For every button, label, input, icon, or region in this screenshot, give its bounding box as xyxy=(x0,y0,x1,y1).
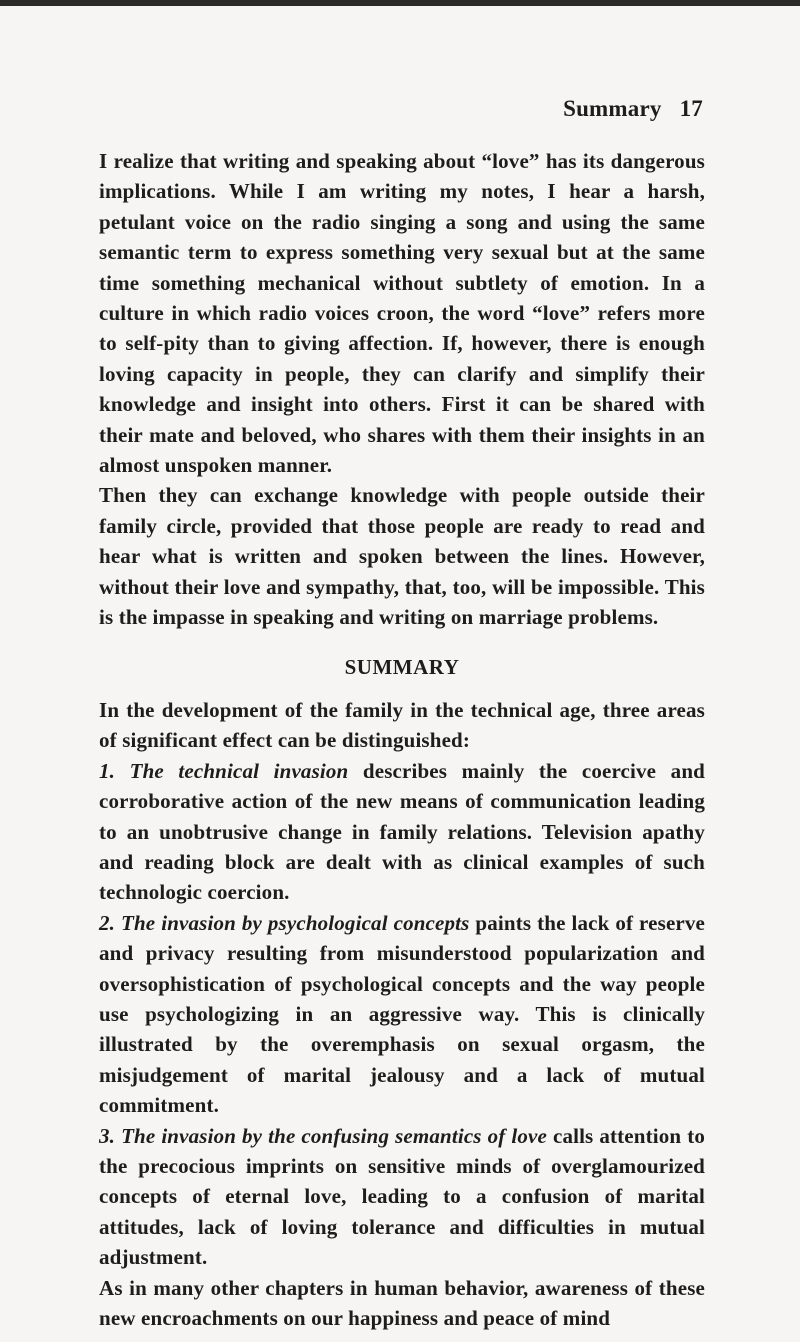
summary-item-1 xyxy=(99,756,705,908)
section-heading-summary: SUMMARY xyxy=(344,654,460,679)
summary-item-3 xyxy=(99,1121,705,1273)
summary-item-1-number: 1. xyxy=(99,758,116,783)
summary-item-2-text: paints the lack of reserve and privacy resulting from misunderstood popularization and oversophistication of psychological concepts and the way people use psychologizing in an aggressive way. This is clinically illustrated by the overemphasis on sexual orgasm, the misjudgement of marital jealousy and a lack of mutual commitment. xyxy=(99,910,706,1118)
paragraph-love-implications: I realize that writing and speaking about “love” has its dangerous implications. While I am writing my notes, I hear a harsh, petulant voice on the radio singing a song and using the same semantic term to express something very sexual but at the same time something mechanical without subtlety of emotion. In a culture in which radio voices croon, the word “love” refers more to self-pity than to giving affection. If, however, there is enough loving capacity in people, they can clarify and simplify their knowledge and insight into others. First it can be shared with their mate and beloved, who shares with them their insights in an almost unspoken manner. xyxy=(99,149,705,478)
summary-item-1-title: The technical invasion xyxy=(129,758,349,783)
summary-item-3-number: 3. xyxy=(99,1123,116,1148)
summary-item-2-number: 2. xyxy=(99,910,116,935)
top-border-rule xyxy=(0,0,800,6)
running-head-title: Summary xyxy=(563,96,662,121)
summary-item-2-title: The invasion by psychological concepts xyxy=(121,910,470,935)
summary-item-3-title: The invasion by the confusing semantics of love xyxy=(121,1123,547,1148)
body-text xyxy=(99,146,705,1333)
summary-intro: In the development of the family in the technical age, three areas of significant effect can be distinguished: xyxy=(99,697,705,753)
paragraph-exchange-knowledge: Then they can exchange knowledge with people outside their family circle, provided that those people are ready to read and hear what is written and spoken between the lines. However, without their love and sympathy, that, too, will be impossible. This is the impasse in speaking and writing on marriage problems. xyxy=(99,483,705,630)
running-head xyxy=(563,96,703,122)
page-number: 17 xyxy=(679,96,703,121)
summary-item-3-text: calls attention to the precocious imprints on sensitive minds of overglamourized concepts of eternal love, leading to a confusion of marital attitudes, lack of loving tolerance and difficulties in mutual adjustment. xyxy=(99,1123,705,1270)
summary-closing: As in many other chapters in human behavior, awareness of these new encroachments on our happiness and peace of mind xyxy=(99,1275,705,1331)
summary-item-1-text: describes mainly the coercive and corroborative action of the new means of communication leading to an unobtrusive change in family relations. Television apathy and reading block are dealt with as clinical examples of such technologic coercion. xyxy=(99,758,705,905)
summary-item-2 xyxy=(99,908,705,1121)
